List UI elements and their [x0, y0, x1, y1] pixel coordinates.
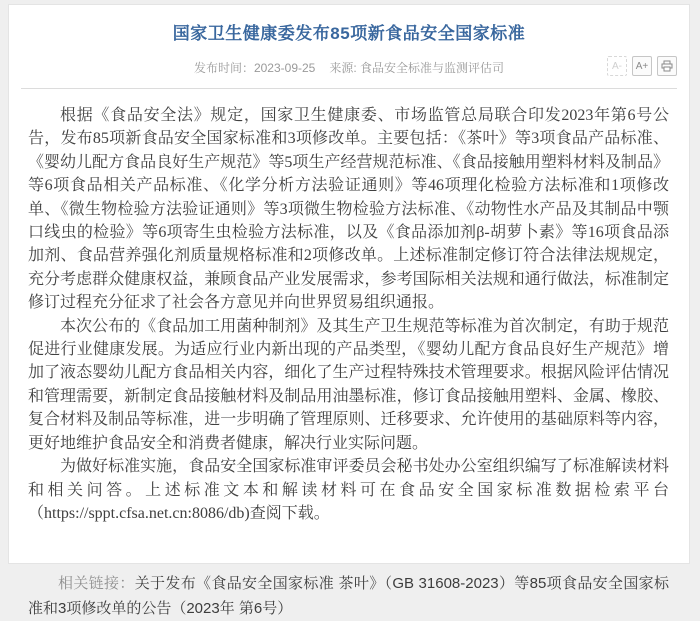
paragraph: 根据《食品安全法》规定，国家卫生健康委、市场监管总局联合印发2023年第6号公告，发布85项新食品安全国家标准和3项修改单。主要包括：《茶叶》等3项食品产品标准、《婴幼儿配方食品良好生产规范》等5项生产经营规范标准、《食品接触用塑料材料及制品》等6项食品相关产品标准、《化学分析方法验证通则》等46项理化检验方法标准和1项修改单、《微生物检验方法验证通则》等3项微生物检验方法标准、《动物性水产品及其制品中颚口线虫的检验》等6项寄生虫检验方法标准，以及《食品添加剂β-胡萝卜素》等16项食品添加剂、食品营养强化剂质量规格标准和2项修改单。上述标准制定修订符合法律法规规定，充分考虑群众健康权益，兼顾食品产业发展需求，参考国际相关法规和通行做法，标准制定修订过程充分征求了社会各方意见并向世界贸易组织通报。 [28, 107, 669, 312]
source-label: 来源: [329, 61, 357, 75]
font-decrease-button[interactable]: A- [607, 56, 627, 76]
font-print-toolbar [607, 56, 677, 76]
article-meta [9, 59, 689, 81]
printer-icon [661, 60, 673, 72]
font-increase-button[interactable]: A+ [632, 56, 652, 76]
paragraph: 本次公布的《食品加工用菌种制剂》及其生产卫生规范等标准为首次制定，有助于规范促进行业健康发展。为适应行业内新出现的产品类型，《婴幼儿配方食品良好生产规范》增加了液态婴幼儿配方食品相关内容，细化了生产过程特殊技术管理要求。根据风险评估情况和管理需要，新制定食品接触材料及制品用油墨标准，修订食品接触用塑料、金属、橡胶、复合材料及制品等标准，进一步明确了管理原则、迁移要求、允许使用的基础原料等内容，更好地维护食品安全和消费者健康，解决行业实际问题。 [28, 317, 669, 452]
article-body [9, 89, 689, 525]
related-links-label: 相关链接： [58, 575, 135, 593]
related-links-row [28, 571, 669, 621]
related-announcement-link[interactable]: 关于发布《食品安全国家标准 茶叶》（GB 31608-2023）等85项食品安全国家标准和3项修改单的公告（2023年 第6号） [28, 575, 669, 618]
publish-date: 2023-09-25 [253, 61, 316, 75]
page-title: 国家卫生健康委发布85项新食品安全国家标准 [172, 24, 526, 43]
article-card [8, 4, 690, 618]
publish-time-label: 发布时间： [193, 61, 254, 75]
source-value: 食品安全标准与监测评估司 [360, 61, 505, 75]
paragraph: 为做好标准实施，食品安全国家标准审评委员会秘书处办公室组织编写了标准解读材料和相关问答。上述标准文本和解读材料可在食品安全国家标准数据检索平台（https://sppt.cfsa.net.cn:8086/db)查阅下载。 [28, 458, 669, 522]
print-button[interactable] [657, 56, 677, 76]
